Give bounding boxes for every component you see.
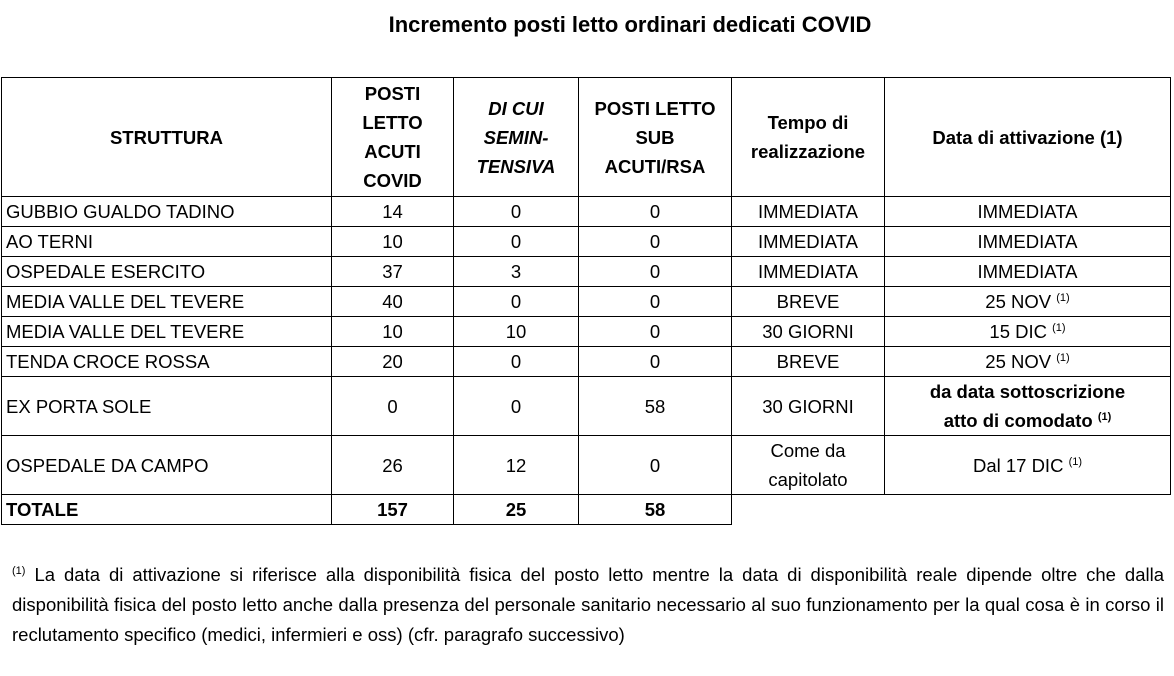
- beds-table: [1, 77, 1171, 525]
- header-tempo: Tempo di realizzazione: [732, 78, 885, 197]
- footnote-ref: (1): [1052, 322, 1066, 334]
- table-row: AO TERNI 10 0 0 IMMEDIATA IMMEDIATA: [2, 227, 1171, 257]
- table-row: EX PORTA SOLE 0 0 58 30 GIORNI da data sottoscrizione atto di comodato $^{(1)}$: [2, 377, 1171, 436]
- header-posti-acuti: POSTI LETTO ACUTI COVID: [332, 78, 454, 197]
- footnote-ref: (1): [1056, 292, 1070, 304]
- header-semintensiva: DI CUI SEMIN- TENSIVA: [454, 78, 579, 197]
- footnote-text: La data di attivazione si riferisce alla disponibilità fisica del posto letto mentre la data di disponibilità reale dipende oltre che dalla disponibilità fisica del posto letto anche dalla presenza del personale sanitario necessario al suo funzionamento per la qual cosa è in corso il reclutamento specifico (medici, infermieri e oss) (cfr. paragrafo successivo): [12, 564, 1164, 645]
- table-row: OSPEDALE DA CAMPO 26 12 0 Come da capitolato Dal 17 DIC $^{(1)}$: [2, 436, 1171, 495]
- footnote-ref: (1): [1056, 352, 1070, 364]
- table-row: MEDIA VALLE DEL TEVERE 10 10 0 30 GIORNI 15 DIC $^{(1)}$: [2, 317, 1171, 347]
- table-row: GUBBIO GUALDO TADINO 14 0 0 IMMEDIATA IMMEDIATA: [2, 197, 1171, 227]
- header-sub-acuti: POSTI LETTO SUB ACUTI/RSA: [579, 78, 732, 197]
- table-row: TENDA CROCE ROSSA 20 0 0 BREVE 25 NOV $^{(1)}$: [2, 347, 1171, 377]
- footnote-marker: (1): [12, 565, 26, 577]
- table-header-row: [2, 78, 1171, 197]
- table-row: MEDIA VALLE DEL TEVERE 40 0 0 BREVE 25 NOV $^{(1)}$: [2, 287, 1171, 317]
- header-struttura: STRUTTURA: [2, 78, 332, 197]
- footnote: [12, 560, 1164, 650]
- table-row: OSPEDALE ESERCITO 37 3 0 IMMEDIATA IMMEDIATA: [2, 257, 1171, 287]
- footnote-ref: (1): [1097, 411, 1112, 423]
- header-data-attivazione: Data di attivazione (1): [885, 78, 1171, 197]
- page-title: Incremento posti letto ordinari dedicati COVID: [388, 12, 872, 37]
- totale-row: TOTALE 157 25 58: [2, 495, 1171, 525]
- footnote-ref: (1): [1068, 455, 1083, 468]
